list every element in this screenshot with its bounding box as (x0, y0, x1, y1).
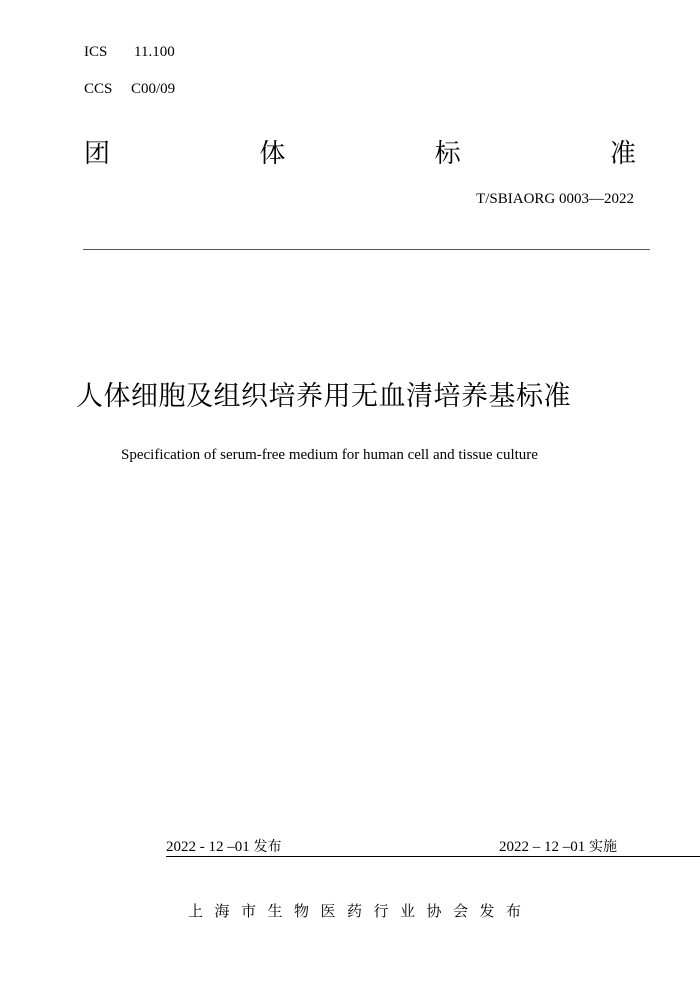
ics-label: ICS (84, 44, 108, 60)
standard-type-char: 团 (84, 139, 111, 169)
standard-type-char: 标 (434, 139, 461, 169)
standard-number: T/SBIAORG 0003—2022 (476, 191, 634, 207)
implementation-date-label: 实施 (589, 839, 617, 855)
issue-date-value: 2022 - 12 –01 (166, 839, 250, 855)
publisher: 上海市生物医药行业协会发布 (188, 902, 533, 920)
header-divider (83, 249, 650, 250)
ccs-code (84, 80, 175, 98)
ccs-label: CCS (84, 81, 113, 97)
issue-date-label: 发布 (253, 839, 282, 855)
ics-code (84, 43, 175, 61)
issue-date (166, 838, 282, 856)
standard-type (84, 136, 636, 172)
implementation-date (499, 838, 617, 856)
ics-value: 11.100 (134, 44, 175, 60)
document-title-chinese: 人体细胞及组织培养用无血清培养基标准 (76, 381, 571, 412)
document-title-english: Specification of serum-free medium for human cell and tissue culture (121, 447, 538, 463)
implementation-date-value: 2022 – 12 –01 (499, 839, 586, 855)
ccs-value: C00/09 (131, 81, 176, 97)
footer-divider (166, 856, 700, 857)
standard-type-char: 体 (259, 139, 286, 169)
standard-type-char: 准 (609, 139, 636, 169)
